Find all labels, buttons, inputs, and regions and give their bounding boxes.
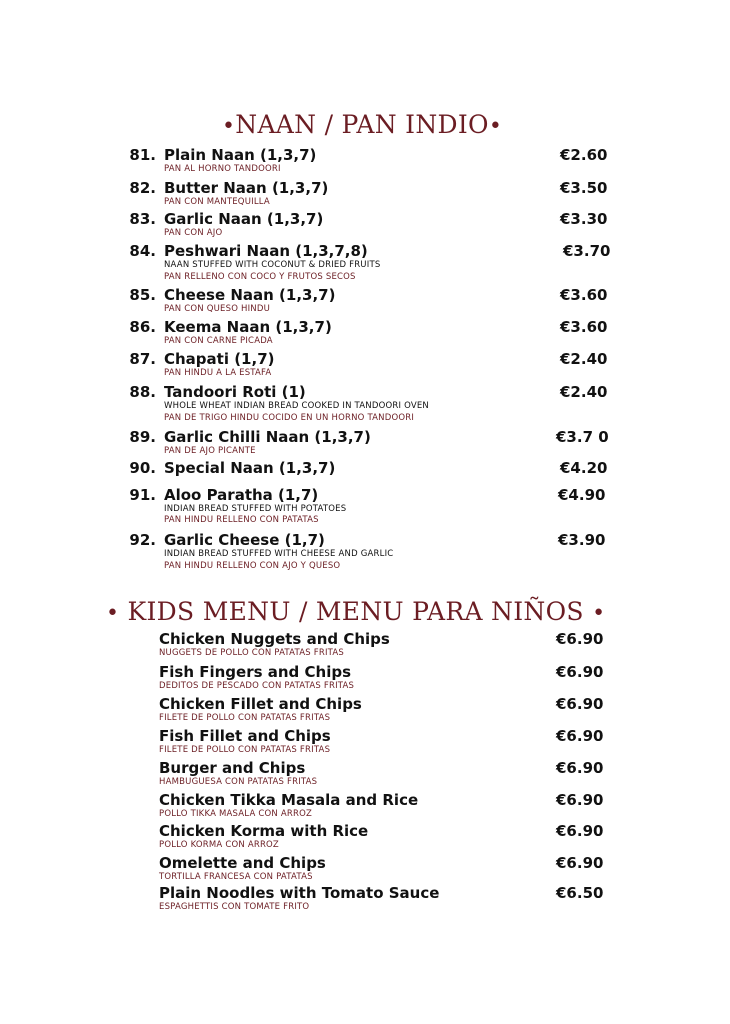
item-name: Chicken Nuggets and Chips bbox=[159, 630, 390, 648]
item-description-es: PAN CON MANTEQUILLA bbox=[164, 197, 270, 207]
bullet-icon: • bbox=[592, 601, 606, 626]
bullet-icon: • bbox=[488, 114, 503, 139]
item-number: 89. bbox=[129, 428, 156, 446]
item-number: 82. bbox=[129, 179, 156, 197]
item-price: €6.50 bbox=[556, 884, 604, 902]
item-price: €6.90 bbox=[556, 695, 604, 713]
item-price: €6.90 bbox=[556, 791, 604, 809]
item-description-es: TORTILLA FRANCESA CON PATATAS bbox=[159, 872, 313, 882]
item-name: Fish Fillet and Chips bbox=[159, 727, 331, 745]
item-description-es: DEDITOS DE PESCADO CON PATATAS FRITAS bbox=[159, 681, 355, 691]
item-price: €3.7 0 bbox=[556, 428, 609, 446]
item-description-es: PAN CON AJO bbox=[164, 228, 223, 238]
item-name: Omelette and Chips bbox=[159, 854, 326, 872]
item-price: €4.90 bbox=[558, 486, 606, 504]
item-description-es: HAMBUGUESA CON PATATAS FRITAS bbox=[159, 777, 318, 787]
item-name: Chapati (1,7) bbox=[164, 350, 275, 368]
item-description-es: FILETE DE POLLO CON PATATAS FRITAS bbox=[159, 745, 331, 755]
item-name: Keema Naan (1,3,7) bbox=[164, 318, 332, 336]
item-price: €3.60 bbox=[560, 318, 608, 336]
item-description-es: FILETE DE POLLO CON PATATAS FRITAS bbox=[159, 713, 331, 723]
naan-title-text: NAAN / PAN INDIO bbox=[235, 110, 489, 139]
item-description-es: PAN AL HORNO TANDOORI bbox=[164, 164, 281, 174]
item-price: €6.90 bbox=[556, 759, 604, 777]
item-price: €6.90 bbox=[556, 663, 604, 681]
item-description-es: PAN RELLENO CON COCO Y FRUTOS SECOS bbox=[164, 272, 356, 282]
item-number: 81. bbox=[129, 146, 156, 164]
item-price: €6.90 bbox=[556, 630, 604, 648]
item-price: €4.20 bbox=[560, 459, 608, 477]
item-description-es: POLLO KORMA CON ARROZ bbox=[159, 840, 279, 850]
item-number: 88. bbox=[129, 383, 156, 401]
item-description-es: PAN HINDU A LA ESTAFA bbox=[164, 368, 272, 378]
item-price: €3.60 bbox=[560, 286, 608, 304]
item-description-es: PAN CON QUESO HINDU bbox=[164, 304, 271, 314]
item-description-es: PAN CON CARNE PICADA bbox=[164, 336, 273, 346]
item-price: €2.60 bbox=[560, 146, 608, 164]
item-name: Chicken Tikka Masala and Rice bbox=[159, 791, 419, 809]
item-number: 92. bbox=[129, 531, 156, 549]
bullet-icon: • bbox=[106, 601, 120, 626]
item-price: €3.90 bbox=[558, 531, 606, 549]
item-price: €3.50 bbox=[560, 179, 608, 197]
item-description-en: INDIAN BREAD STUFFED WITH POTATOES bbox=[164, 504, 347, 514]
item-name: Garlic Chilli Naan (1,3,7) bbox=[164, 428, 371, 446]
item-number: 91. bbox=[129, 486, 156, 504]
item-name: Fish Fingers and Chips bbox=[159, 663, 351, 681]
item-name: Chicken Fillet and Chips bbox=[159, 695, 362, 713]
item-description-es: PAN DE TRIGO HINDU COCIDO EN UN HORNO TANDOORI bbox=[164, 413, 415, 423]
item-description-en: INDIAN BREAD STUFFED WITH CHEESE AND GARLIC bbox=[164, 549, 394, 559]
item-number: 86. bbox=[129, 318, 156, 336]
item-description-es: ESPAGHETTIS CON TOMATE FRITO bbox=[159, 902, 310, 912]
item-price: €6.90 bbox=[556, 854, 604, 872]
item-number: 90. bbox=[129, 459, 156, 477]
item-name: Garlic Cheese (1,7) bbox=[164, 531, 325, 549]
item-name: Plain Naan (1,3,7) bbox=[164, 146, 317, 164]
item-description-es: PAN HINDU RELLENO CON AJO Y QUESO bbox=[164, 561, 341, 571]
item-name: Plain Noodles with Tomato Sauce bbox=[159, 884, 440, 902]
item-name: Burger and Chips bbox=[159, 759, 306, 777]
item-name: Chicken Korma with Rice bbox=[159, 822, 369, 840]
item-name: Cheese Naan (1,3,7) bbox=[164, 286, 336, 304]
item-name: Garlic Naan (1,3,7) bbox=[164, 210, 324, 228]
item-name: Tandoori Roti (1) bbox=[164, 383, 306, 401]
item-price: €2.40 bbox=[560, 350, 608, 368]
bullet-icon: • bbox=[222, 114, 236, 139]
item-price: €2.40 bbox=[560, 383, 608, 401]
item-description-en: WHOLE WHEAT INDIAN BREAD COOKED IN TANDOORI OVEN bbox=[164, 401, 429, 411]
item-price: €6.90 bbox=[556, 727, 604, 745]
item-number: 84. bbox=[129, 242, 156, 260]
item-number: 85. bbox=[129, 286, 156, 304]
item-number: 87. bbox=[129, 350, 156, 368]
item-price: €3.70 bbox=[563, 242, 611, 260]
item-name: Special Naan (1,3,7) bbox=[164, 459, 336, 477]
item-name: Peshwari Naan (1,3,7,8) bbox=[164, 242, 368, 260]
item-name: Aloo Paratha (1,7) bbox=[164, 486, 319, 504]
item-price: €3.30 bbox=[560, 210, 608, 228]
item-price: €6.90 bbox=[556, 822, 604, 840]
kids-section-title bbox=[106, 597, 605, 626]
item-name: Butter Naan (1,3,7) bbox=[164, 179, 329, 197]
naan-section-title bbox=[222, 110, 502, 139]
kids-title-text: KIDS MENU / MENU PARA NIÑOS bbox=[127, 597, 584, 626]
item-description-es: NUGGETS DE POLLO CON PATATAS FRITAS bbox=[159, 648, 345, 658]
item-description-es: PAN DE AJO PICANTE bbox=[164, 446, 256, 456]
item-description-es: PAN HINDU RELLENO CON PATATAS bbox=[164, 515, 319, 525]
item-description-en: NAAN STUFFED WITH COCONUT & DRIED FRUITS bbox=[164, 260, 381, 270]
item-number: 83. bbox=[129, 210, 156, 228]
item-description-es: POLLO TIKKA MASALA CON ARROZ bbox=[159, 809, 312, 819]
